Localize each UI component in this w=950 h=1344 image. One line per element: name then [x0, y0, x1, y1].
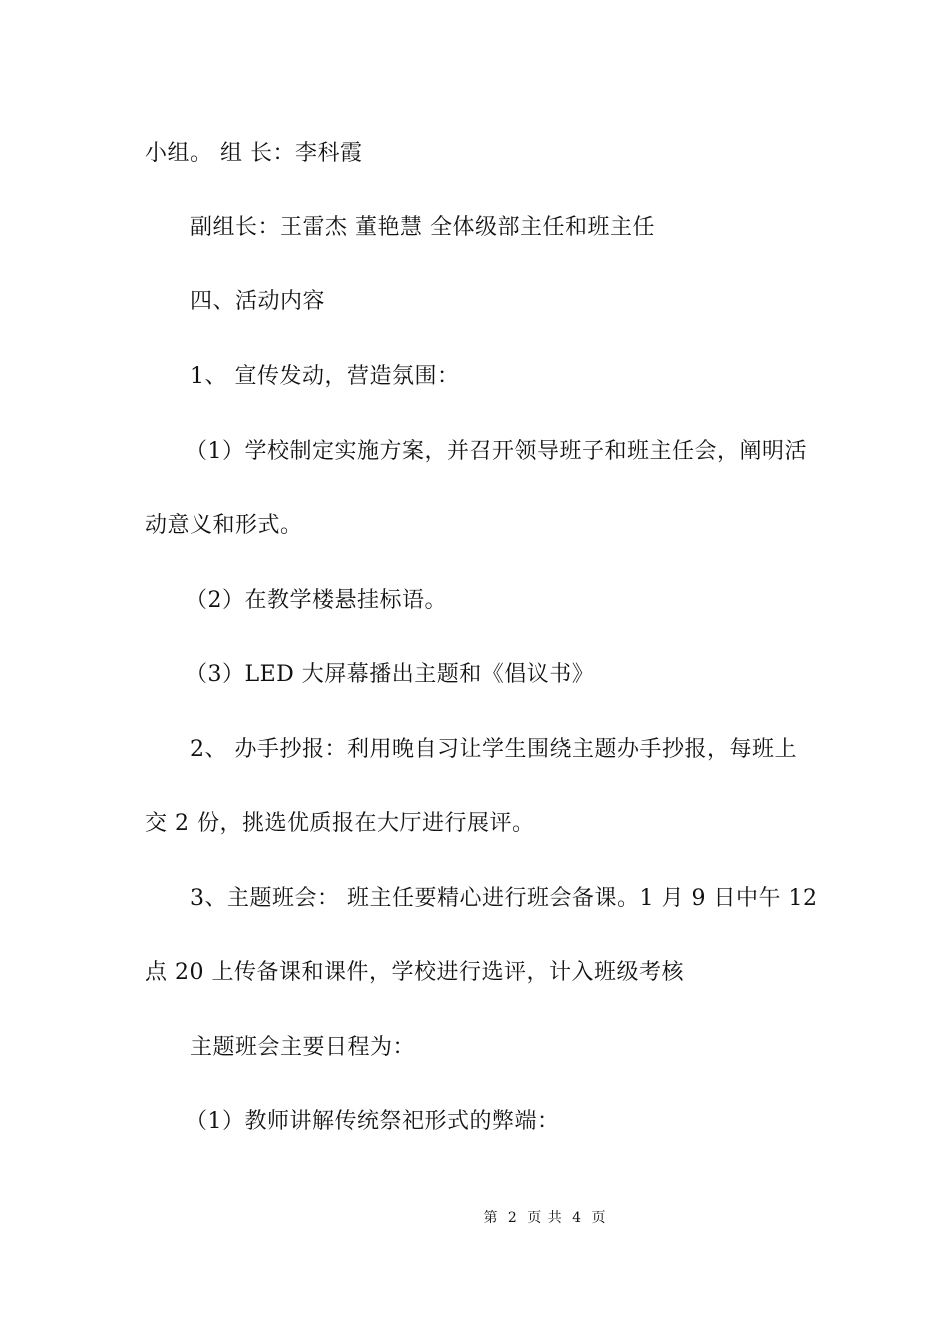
footer-total-pages: 4 [572, 1210, 583, 1226]
sub-item-1-line-2: 动意义和形式。 [145, 513, 303, 538]
item-theme-class-meeting-line-1: 3、主题班会： 班主任要精心进行班会备课。1 月 9 日中午 12 [190, 886, 818, 911]
section-heading-activity-content: 四、活动内容 [190, 289, 326, 314]
sub-item-1-line-1: （1）学校制定实施方案，并召开领导班子和班主任会，阐明活 [185, 439, 807, 464]
sub-item-3: （3）LED 大屏幕播出主题和《倡议书》 [185, 662, 595, 687]
item-handwritten-newspaper-line-1: 2、 办手抄报：利用晚自习让学生围绕主题办手抄报，每班上 [190, 737, 797, 762]
text-line-deputy-leaders: 副组长：王雷杰 董艳慧 全体级部主任和班主任 [190, 215, 655, 240]
text-line-group-leader: 小组。 组 长：李科霞 [145, 141, 363, 166]
sub-item-2: （2）在教学楼悬挂标语。 [185, 588, 447, 613]
schedule-item-1: （1）教师讲解传统祭祀形式的弊端： [185, 1109, 560, 1134]
footer-current-page: 2 [507, 1210, 518, 1226]
footer-middle: 页 共 [527, 1210, 563, 1226]
text-line-main-schedule: 主题班会主要日程为： [190, 1035, 416, 1060]
page-footer [0, 1208, 950, 1228]
footer-prefix: 第 [483, 1210, 499, 1226]
item-heading-publicity: 1、 宣传发动，营造氛围： [190, 364, 460, 389]
item-handwritten-newspaper-line-2: 交 2 份，挑选优质报在大厅进行展评。 [145, 811, 535, 836]
item-theme-class-meeting-line-2: 点 20 上传备课和课件，学校进行选评，计入班级考核 [145, 960, 684, 985]
footer-suffix: 页 [591, 1210, 607, 1226]
